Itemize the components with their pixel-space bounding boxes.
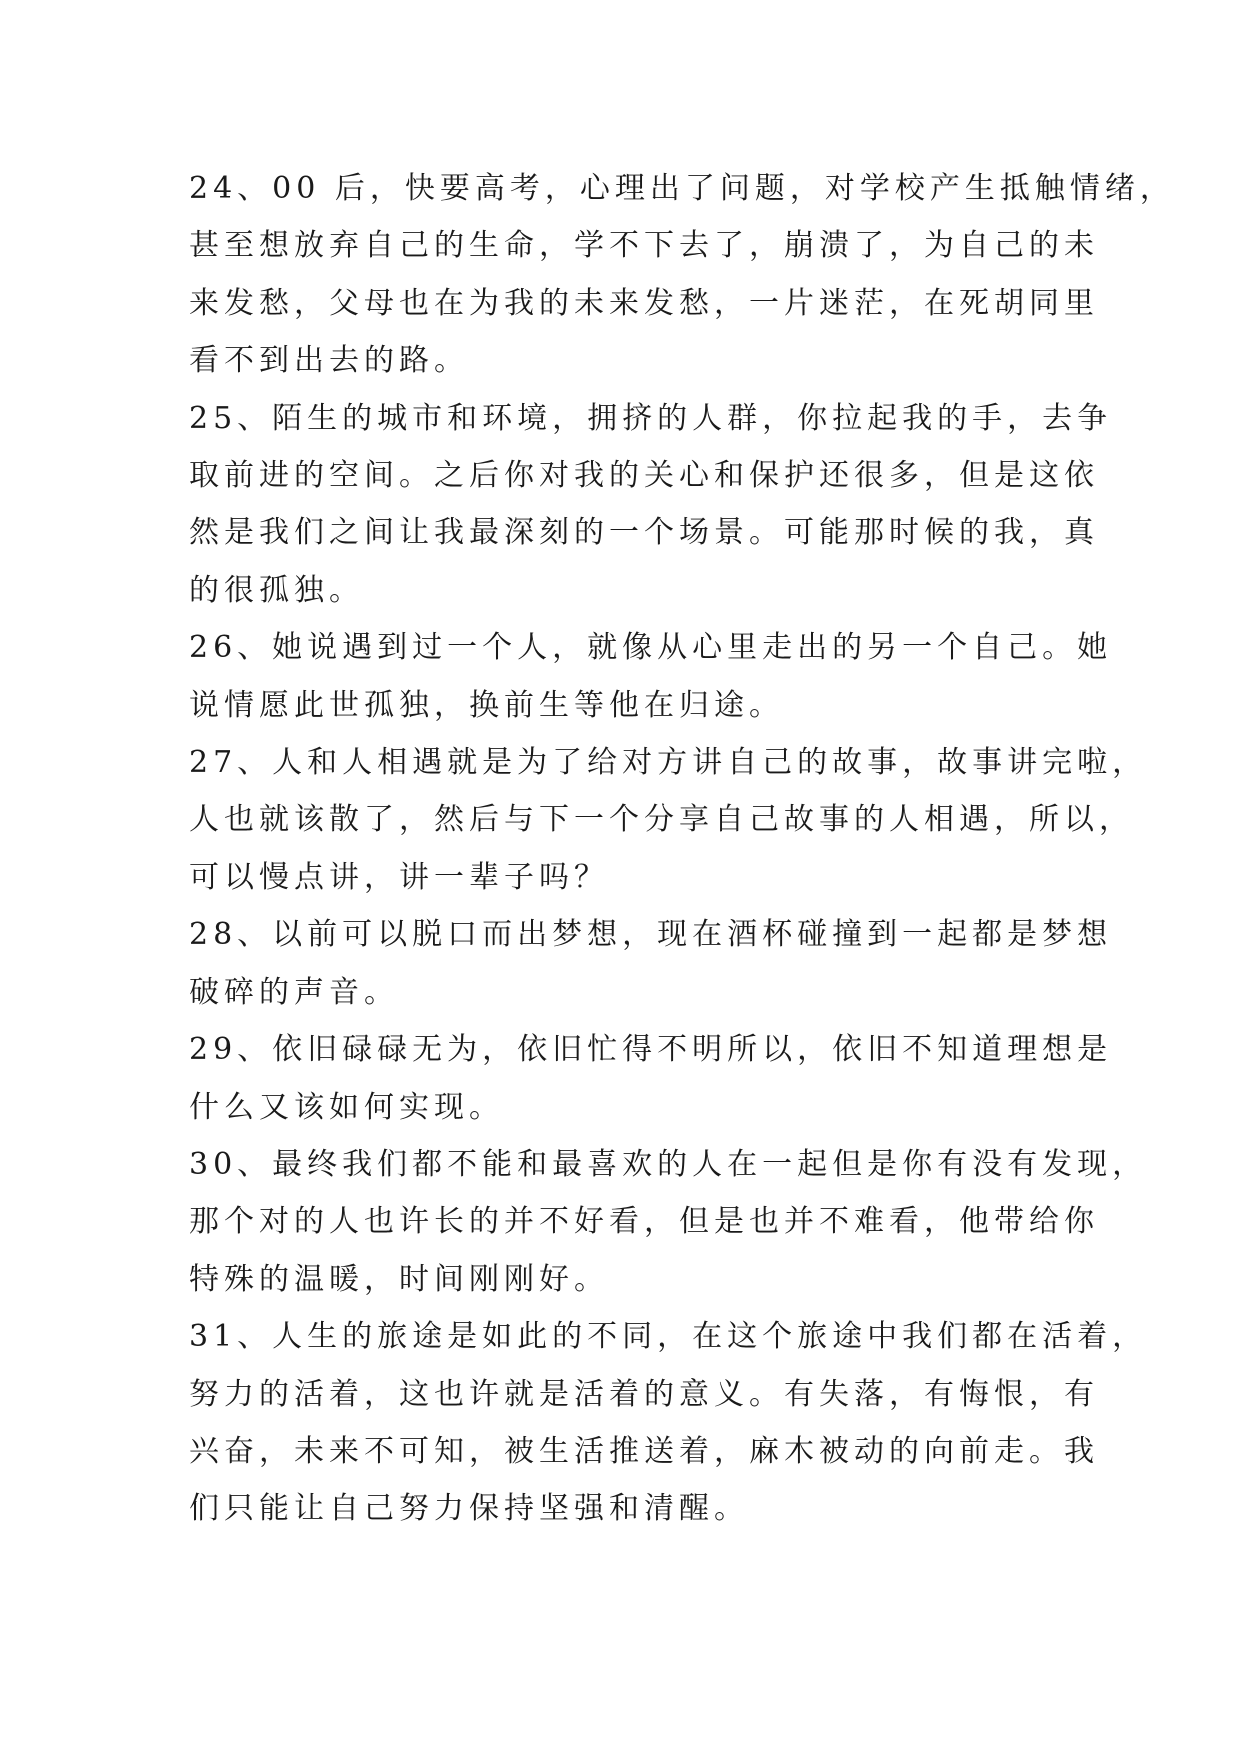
text-line: 来发愁，父母也在为我的未来发愁，一片迷茫，在死胡同里 bbox=[189, 285, 1099, 321]
text-line: 25、陌生的城市和环境，拥挤的人群，你拉起我的手，去争 bbox=[189, 400, 1113, 436]
document-body bbox=[189, 160, 1175, 1538]
paragraph-30 bbox=[189, 1136, 1148, 1308]
text-line: 破碎的声音。 bbox=[189, 974, 399, 1010]
paragraph-24 bbox=[189, 160, 1175, 390]
paragraph-27 bbox=[189, 734, 1148, 906]
text-line: 27、人和人相遇就是为了给对方讲自己的故事，故事讲完啦， bbox=[189, 745, 1148, 781]
text-line: 兴奋，未来不可知，被生活推送着，麻木被动的向前走。我 bbox=[189, 1433, 1099, 1469]
text-line: 那个对的人也许长的并不好看，但是也并不难看，他带给你 bbox=[189, 1204, 1099, 1240]
text-line: 取前进的空间。之后你对我的关心和保护还很多，但是这依 bbox=[189, 458, 1099, 494]
text-line: 24、00 后，快要高考，心理出了问题，对学校产生抵触情绪， bbox=[189, 171, 1175, 206]
text-line: 28、以前可以脱口而出梦想，现在酒杯碰撞到一起都是梦想 bbox=[189, 917, 1113, 953]
text-line: 可以慢点讲，讲一辈子吗？ bbox=[189, 859, 609, 895]
text-line: 什么又该如何实现。 bbox=[189, 1089, 504, 1125]
text-line: 们只能让自己努力保持坚强和清醒。 bbox=[189, 1491, 749, 1527]
paragraph-25 bbox=[189, 390, 1113, 620]
text-line: 努力的活着，这也许就是活着的意义。有失落，有悔恨，有 bbox=[189, 1376, 1099, 1412]
paragraph-31 bbox=[189, 1308, 1148, 1538]
text-line: 的很孤独。 bbox=[189, 572, 364, 608]
text-line: 特殊的温暖，时间刚刚好。 bbox=[189, 1261, 609, 1297]
text-line: 甚至想放弃自己的生命，学不下去了，崩溃了，为自己的未 bbox=[189, 228, 1099, 264]
paragraph-26 bbox=[189, 619, 1113, 734]
paragraph-28 bbox=[189, 906, 1113, 1021]
text-line: 30、最终我们都不能和最喜欢的人在一起但是你有没有发现， bbox=[189, 1146, 1148, 1182]
text-line: 人也就该散了，然后与下一个分享自己故事的人相遇，所以， bbox=[189, 802, 1134, 838]
text-line: 26、她说遇到过一个人，就像从心里走出的另一个自己。她 bbox=[189, 630, 1113, 666]
text-line: 29、依旧碌碌无为，依旧忙得不明所以，依旧不知道理想是 bbox=[189, 1032, 1113, 1068]
text-line: 说情愿此世孤独，换前生等他在归途。 bbox=[189, 687, 784, 723]
text-line: 看不到出去的路。 bbox=[189, 343, 469, 379]
text-line: 31、人生的旅途是如此的不同，在这个旅途中我们都在活着， bbox=[189, 1319, 1148, 1355]
paragraph-29 bbox=[189, 1021, 1113, 1136]
text-line: 然是我们之间让我最深刻的一个场景。可能那时候的我，真 bbox=[189, 515, 1099, 551]
